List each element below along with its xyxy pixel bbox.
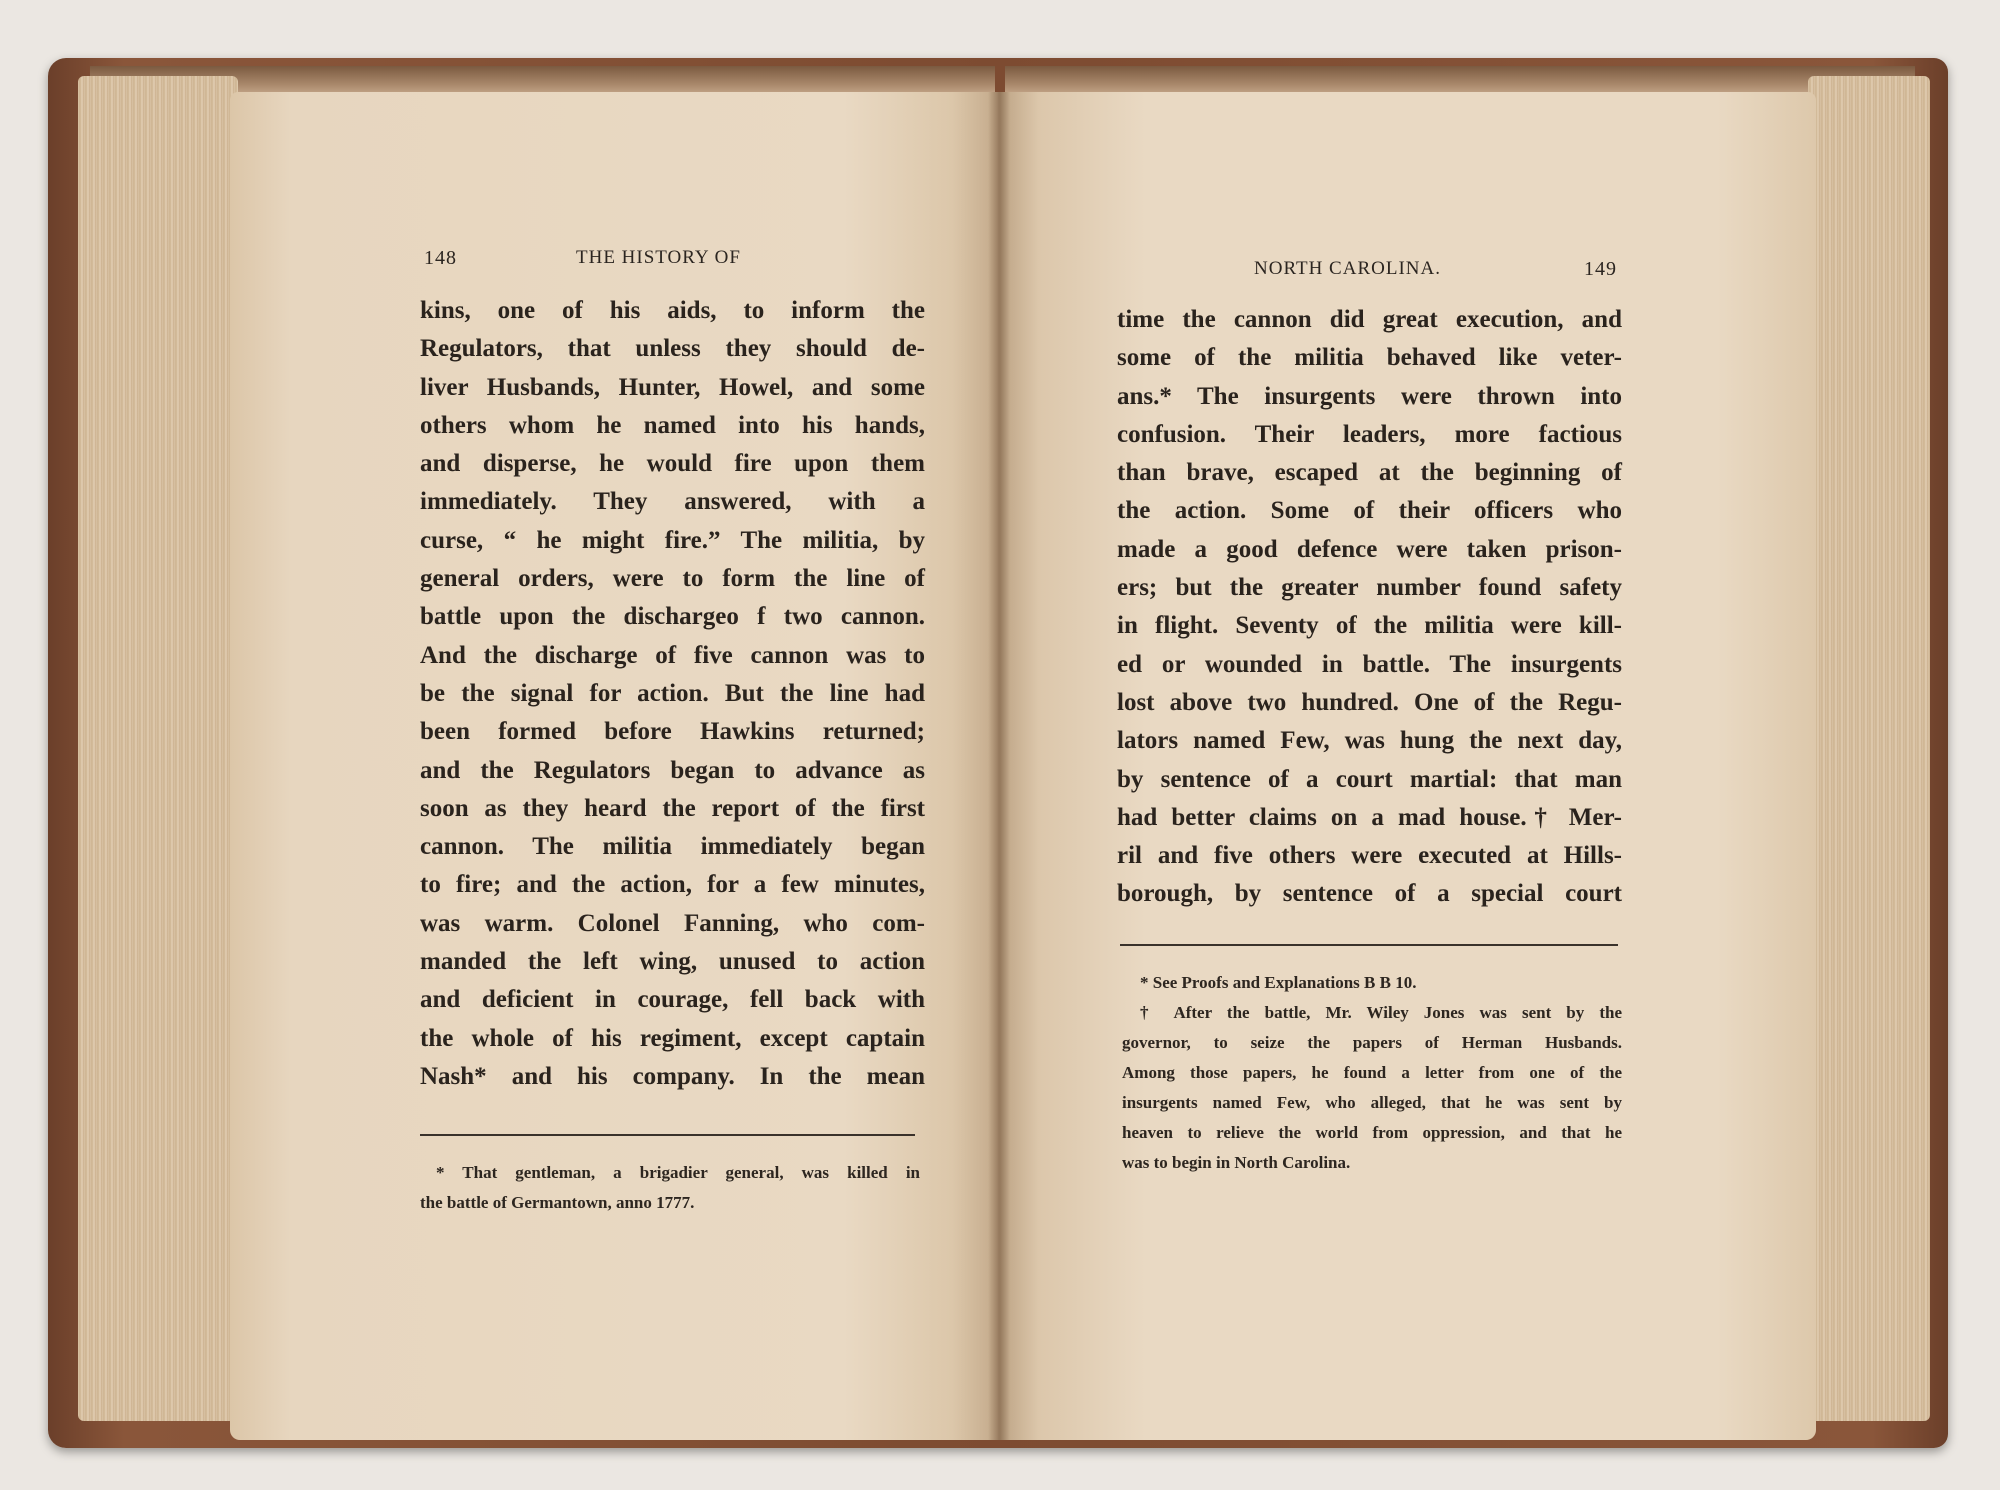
text-line: ril and five others were executed at Hills-: [1117, 842, 1622, 870]
text-line: lost above two hundred. One of the Regu-: [1117, 688, 1622, 716]
text-line: Regulators, that unless they should de-: [420, 335, 925, 363]
right-page-number: 149: [1584, 258, 1617, 280]
right-body-text: [1117, 301, 1622, 914]
text-line: the whole of his regiment, except captain: [420, 1024, 925, 1052]
right-fore-edge: [1808, 76, 1930, 1421]
footnote-line: * That gentleman, a brigadier general, was killed in: [436, 1163, 920, 1182]
text-line: manded the left wing, unused to action: [420, 948, 925, 976]
footnote-line: † After the battle, Mr. Wiley Jones was sent by the: [1140, 1003, 1622, 1022]
text-line: general orders, were to form the line of: [420, 565, 925, 593]
text-line: in flight. Seventy of the militia were kill-: [1117, 612, 1622, 640]
left-running-head: THE HISTORY OF: [576, 247, 741, 268]
text-line: lators named Few, was hung the next day,: [1117, 727, 1622, 755]
footnote-line: was to begin in North Carolina.: [1122, 1153, 1351, 1172]
text-line: ers; but the greater number found safety: [1117, 574, 1622, 602]
text-line: was warm. Colonel Fanning, who com-: [420, 909, 925, 937]
text-line: and disperse, he would fire upon them: [420, 450, 925, 478]
right-footnote-rule: [1120, 944, 1618, 946]
footnote-line: * See Proofs and Explanations B B 10.: [1140, 973, 1417, 992]
footnote-line: heaven to relieve the world from oppression, and that he: [1122, 1123, 1622, 1142]
text-line: to fire; and the action, for a few minutes,: [420, 871, 925, 899]
text-line: time the cannon did great execution, and: [1117, 306, 1622, 333]
right-footnotes: [1122, 968, 1622, 1178]
right-running-head: NORTH CAROLINA.: [1254, 258, 1441, 279]
text-line: And the discharge of five cannon was to: [420, 641, 925, 669]
text-line: liver Husbands, Hunter, Howel, and some: [420, 373, 925, 401]
text-line: Nash* and his company. In the mean: [420, 1062, 925, 1090]
text-line: soon as they heard the report of the first: [420, 794, 925, 822]
left-page-number: 148: [424, 247, 457, 269]
footnote-line: insurgents named Few, who alleged, that he was sent by: [1122, 1093, 1622, 1112]
footnote-line: the battle of Germantown, anno 1777.: [420, 1193, 695, 1212]
text-line: battle upon the dischargeo f two cannon.: [420, 603, 925, 631]
text-line: cannon. The militia immediately began: [420, 833, 925, 861]
text-line: borough, by sentence of a special court: [1117, 880, 1622, 908]
text-line: had better claims on a mad house.† Mer-: [1117, 803, 1622, 831]
left-body-text: [420, 292, 925, 1096]
text-line: made a good defence were taken prison-: [1117, 535, 1622, 563]
text-line: ed or wounded in battle. The insurgents: [1117, 650, 1622, 678]
text-line: immediately. They answered, with a: [420, 488, 925, 516]
text-line: ans.* The insurgents were thrown into: [1117, 382, 1622, 410]
text-line: curse, “ he might fire.” The militia, by: [420, 526, 925, 554]
text-line: some of the militia behaved like veter-: [1117, 344, 1622, 372]
text-line: by sentence of a court martial: that man: [1117, 765, 1622, 793]
text-line: than brave, escaped at the beginning of: [1117, 459, 1622, 487]
left-footnote-rule: [420, 1134, 915, 1136]
text-line: the action. Some of their officers who: [1117, 497, 1622, 525]
text-line: and the Regulators began to advance as: [420, 756, 925, 784]
left-footnotes: [420, 1158, 920, 1218]
text-line: others whom he named into his hands,: [420, 411, 925, 439]
text-line: confusion. Their leaders, more factious: [1117, 420, 1622, 448]
left-fore-edge: [78, 76, 238, 1421]
text-line: kins, one of his aids, to inform the: [420, 297, 925, 324]
text-line: be the signal for action. But the line had: [420, 679, 925, 707]
text-line: and deficient in courage, fell back with: [420, 986, 925, 1014]
footnote-line: Among those papers, he found a letter from one of the: [1122, 1063, 1622, 1082]
footnote-line: governor, to seize the papers of Herman Husbands.: [1122, 1033, 1622, 1052]
book-gutter: [988, 92, 1010, 1440]
text-line: been formed before Hawkins returned;: [420, 718, 925, 746]
